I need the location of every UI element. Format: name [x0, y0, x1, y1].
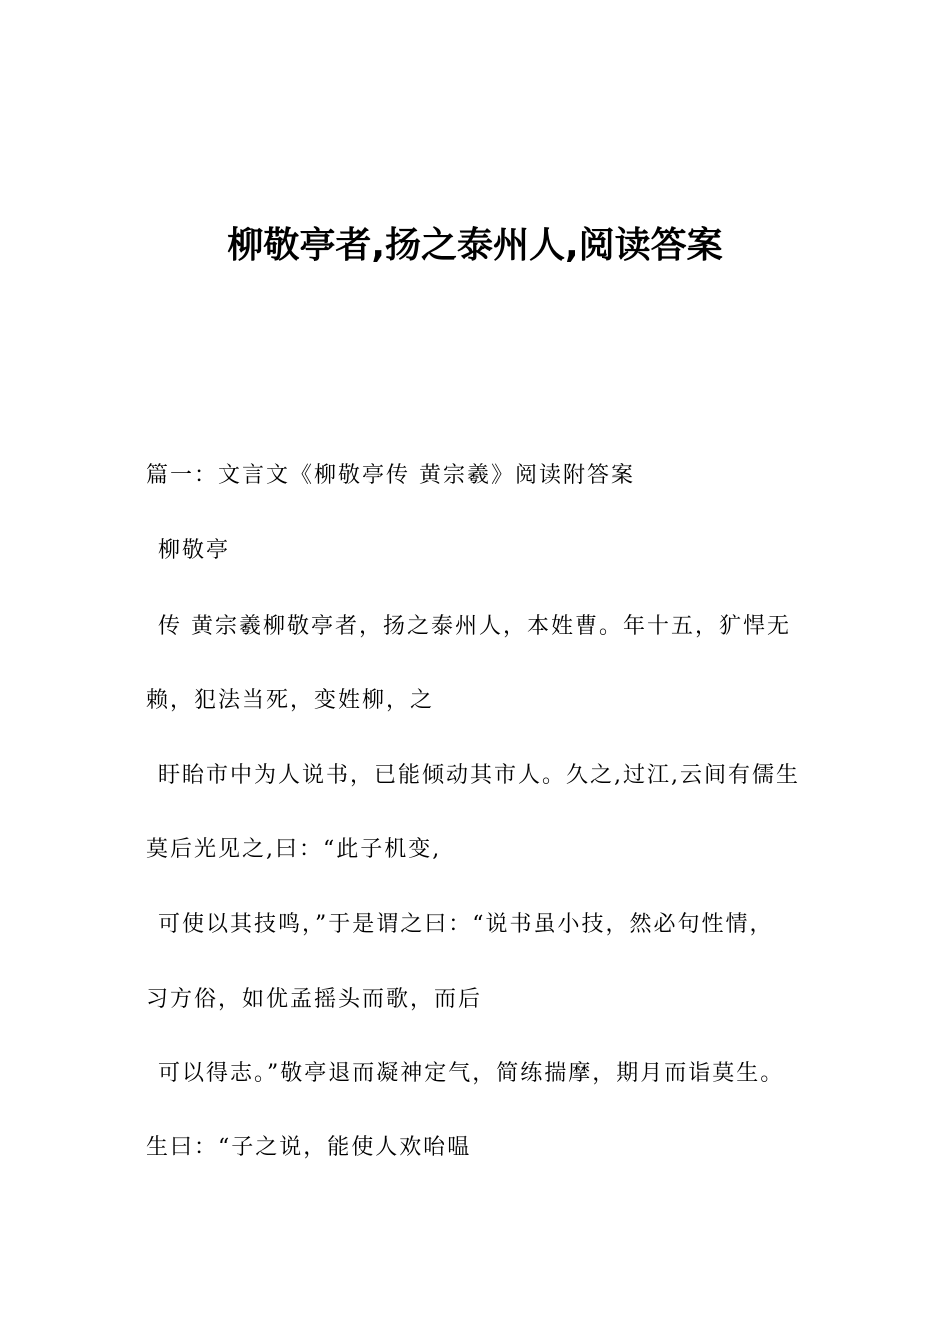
text-line: 传 黄宗羲柳敬亭者，扬之泰州人，本姓曹。年十五，犷悍无 [158, 614, 791, 639]
text-line: 生曰：“子之说，能使人欢咍嗢 [146, 1135, 472, 1160]
text-line: 习方俗，如优孟摇头而歌，而后 [146, 987, 483, 1012]
text-line: 赖，犯法当死，变姓柳，之 [146, 688, 435, 713]
text-line: 柳敬亭 [158, 538, 231, 563]
text-line: 可使以其技鸣，”于是谓之曰：“说书虽小技，然必句性情， [158, 912, 774, 937]
document-title: 柳敬亭者,扬之泰州人,阅读答案 [227, 225, 723, 266]
text-line: 可以得志。”敬亭退而凝神定气，简练揣摩，期月而诣莫生。 [158, 1061, 785, 1086]
section-heading: 篇一：文言文《柳敬亭传 黄宗羲》阅读附答案 [146, 463, 635, 488]
text-line: 莫后光见之,曰：“此子机变, [146, 837, 442, 862]
text-line: 盱眙市中为人说书，已能倾动其市人。久之,过江,云间有儒生 [158, 763, 800, 788]
